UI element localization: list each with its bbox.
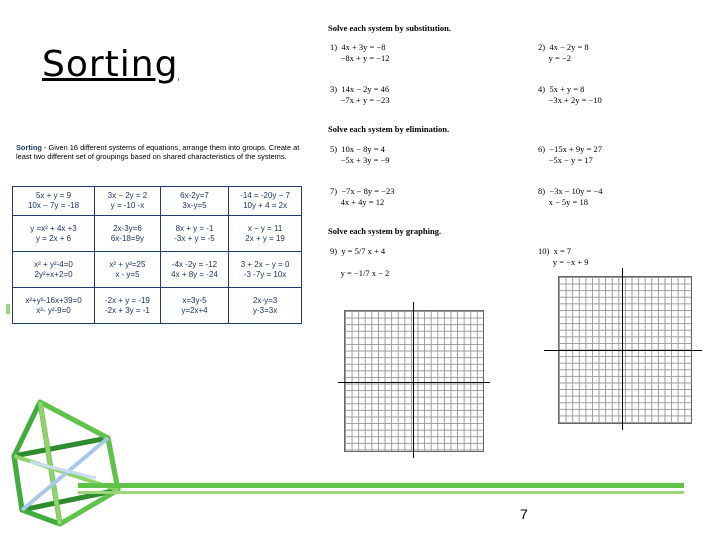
graph-grid-9: [344, 310, 484, 452]
sorting-panel: [12, 140, 302, 340]
footer-accent-bar: [78, 483, 684, 488]
sorting-intro-bold: Sorting: [16, 143, 42, 152]
decorative-mark: [6, 304, 10, 314]
systems-table-row: [13, 288, 302, 324]
system-cell: x² + y²=25 x - y=5: [95, 252, 161, 288]
problem-2: 2) 4x − 2y = 8 y = −2: [538, 42, 589, 63]
system-cell: x − y = 11 2x + y = 19: [229, 216, 302, 252]
system-cell: 2x-y=3 y-3=3x: [229, 288, 302, 324]
problem-1: 1) 4x + 3y = −8 −8x + y = −12: [330, 42, 390, 63]
slide-title: Sorting: [42, 44, 179, 85]
page-number: 7: [520, 506, 528, 522]
elimination-heading: Solve each system by elimination.: [328, 124, 450, 134]
system-cell: y =x² + 4x +3 y = 2x + 6: [13, 216, 95, 252]
systems-table-row: [13, 187, 302, 216]
problem-10: 10) x = 7 y = −x + 9: [538, 246, 589, 267]
system-cell: 3 + 2x − y = 0 -3 -7y = 10x: [229, 252, 302, 288]
systems-table: [12, 186, 302, 324]
system-cell: -2x + y = -19 -2x + 3y = -1: [95, 288, 161, 324]
system-cell: x²+y²-16x+39=0 x²- y²-9=0: [13, 288, 95, 324]
system-cell: 8x + y = -1 -3x + y = -5: [160, 216, 228, 252]
graph-9-x-axis: [338, 382, 490, 383]
problem-4: 4) 5x + y = 8 −3x + 2y = −10: [538, 84, 602, 105]
system-cell: x² + y²-4=0 2y²+x+2=0: [13, 252, 95, 288]
substitution-heading: Solve each system by substitution.: [328, 23, 452, 33]
problem-9: 9) y = 5/7 x + 4 y = −1/7 x − 2: [330, 246, 390, 278]
problem-3: 3) 14x − 2y = 46 −7x + y = −23: [330, 84, 390, 105]
systems-table-row: [13, 216, 302, 252]
problem-8: 8) −3x − 10y = −4 x − 5y = 18: [538, 186, 603, 207]
worksheet: [322, 18, 710, 450]
problem-5: 5) 10x − 8y = 4 −5x + 3y = −9: [330, 144, 390, 165]
graphing-heading: Solve each system by graphing.: [328, 226, 442, 236]
graph-10-x-axis: [544, 350, 702, 351]
system-cell: 2x-3y=6 6x-18=9y: [95, 216, 161, 252]
system-cell: 5x + y = 9 10x − 7y = -18: [13, 187, 95, 216]
system-cell: -14 = -20y − 7 10y + 4 = 2x: [229, 187, 302, 216]
sorting-intro: [12, 140, 302, 161]
graph-10-y-axis: [622, 268, 623, 430]
system-cell: -4x -2y = -12 4x + 8y = -24: [160, 252, 228, 288]
problem-6: 6) −15x + 9y = 27 −5x − y = 17: [538, 144, 602, 165]
system-cell: x=3y-5 y=2x+4: [160, 288, 228, 324]
graph-9-y-axis: [413, 302, 414, 458]
problem-7: 7) −7x − 8y = −23 4x + 4y = 12: [330, 186, 395, 207]
octahedron-logo-icon: [0, 392, 130, 532]
system-cell: 6x-2y=7 3x-y=5: [160, 187, 228, 216]
system-cell: 3x − 2y = 2 y = -10 -x: [95, 187, 161, 216]
footer-accent-bar-thin: [78, 491, 684, 494]
sorting-intro-text: - Given 16 different systems of equations, arrange them into groups. Create at least two different set of groupings based on shared characteristics of the systems.: [16, 143, 300, 161]
systems-table-row: [13, 252, 302, 288]
